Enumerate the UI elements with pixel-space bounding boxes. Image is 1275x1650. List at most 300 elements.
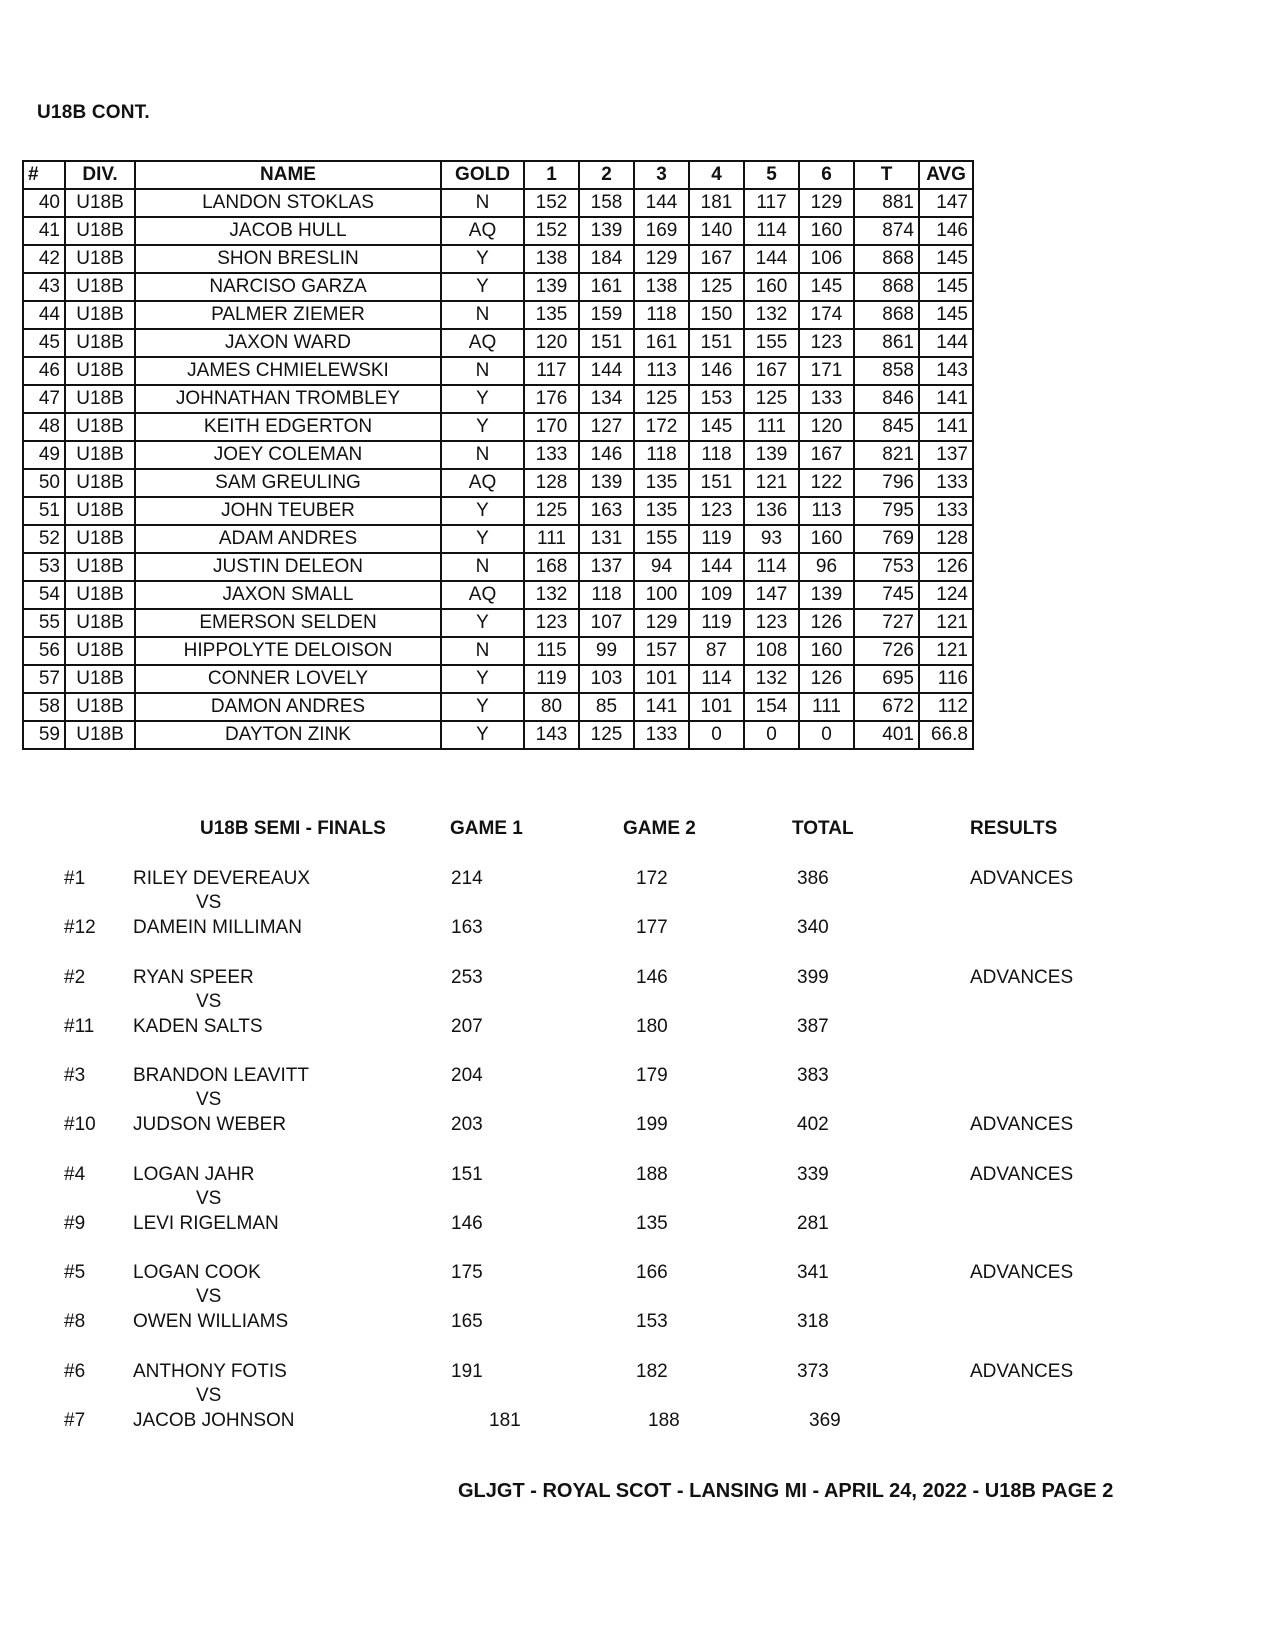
table-cell: 145 (919, 273, 973, 301)
vs-label: VS (196, 1089, 222, 1110)
table-cell: 129 (634, 245, 689, 273)
table-cell: 155 (744, 329, 799, 357)
match-total-score: 386 (797, 868, 829, 889)
table-cell: U18B (65, 385, 135, 413)
match-player-name: BRANDON LEAVITT (133, 1065, 309, 1086)
table-cell: 114 (689, 665, 744, 693)
table-cell: 87 (689, 637, 744, 665)
match-game2-score: 135 (636, 1213, 668, 1234)
table-cell: 144 (634, 189, 689, 217)
table-cell: 128 (919, 525, 973, 553)
table-cell: 109 (689, 581, 744, 609)
column-header: # (23, 161, 65, 189)
match-seed: #5 (64, 1262, 86, 1283)
match-game2-score: 153 (636, 1311, 668, 1332)
match-game2-score: 177 (636, 917, 668, 938)
table-cell: AQ (441, 217, 524, 245)
table-cell: Y (441, 413, 524, 441)
table-cell: 143 (919, 357, 973, 385)
table-cell: 167 (799, 441, 854, 469)
table-cell: JAXON WARD (135, 329, 441, 357)
table-cell: JAMES CHMIELEWSKI (135, 357, 441, 385)
column-header: T (854, 161, 919, 189)
table-cell: 141 (634, 693, 689, 721)
table-row (23, 721, 973, 749)
match-total-score: 387 (797, 1016, 829, 1037)
table-cell: 152 (524, 217, 579, 245)
results-header: RESULTS (970, 818, 1058, 839)
table-cell: U18B (65, 525, 135, 553)
table-cell: AQ (441, 581, 524, 609)
table-cell: 184 (579, 245, 634, 273)
table-cell: 118 (689, 441, 744, 469)
match-player-name: ANTHONY FOTIS (133, 1361, 287, 1382)
table-cell: 125 (579, 721, 634, 749)
table-row (23, 385, 973, 413)
table-cell: 874 (854, 217, 919, 245)
table-cell: 155 (634, 525, 689, 553)
table-row (23, 609, 973, 637)
match-result: ADVANCES (970, 868, 1074, 889)
table-header-row (23, 161, 973, 189)
table-cell: 172 (634, 413, 689, 441)
match-player-name: LOGAN JAHR (133, 1164, 255, 1185)
match-game1-score: 165 (451, 1311, 483, 1332)
table-cell: 133 (524, 441, 579, 469)
table-cell: 133 (799, 385, 854, 413)
table-cell: EMERSON SELDEN (135, 609, 441, 637)
table-cell: 821 (854, 441, 919, 469)
table-cell: 43 (23, 273, 65, 301)
match-game1-score: 151 (451, 1164, 483, 1185)
table-cell: 136 (744, 497, 799, 525)
table-cell: 769 (854, 525, 919, 553)
table-cell: 158 (579, 189, 634, 217)
table-body (23, 189, 973, 749)
match-result: ADVANCES (970, 1164, 1074, 1185)
table-row (23, 693, 973, 721)
table-cell: JACOB HULL (135, 217, 441, 245)
table-cell: 868 (854, 301, 919, 329)
vs-label: VS (196, 991, 222, 1012)
table-cell: JOEY COLEMAN (135, 441, 441, 469)
table-cell: 138 (524, 245, 579, 273)
match-game2-score: 182 (636, 1361, 668, 1382)
table-cell: 125 (634, 385, 689, 413)
table-cell: JUSTIN DELEON (135, 553, 441, 581)
table-cell: 123 (799, 329, 854, 357)
table-cell: 139 (524, 273, 579, 301)
table-cell: 181 (689, 189, 744, 217)
table-cell: SHON BRESLIN (135, 245, 441, 273)
table-cell: 101 (634, 665, 689, 693)
table-cell: 108 (744, 637, 799, 665)
table-cell: 147 (744, 581, 799, 609)
table-cell: Y (441, 609, 524, 637)
match-total-score: 383 (797, 1065, 829, 1086)
table-cell: 107 (579, 609, 634, 637)
table-cell: 133 (919, 497, 973, 525)
table-cell: 144 (689, 553, 744, 581)
table-cell: 144 (744, 245, 799, 273)
table-cell: 111 (799, 693, 854, 721)
vs-label: VS (196, 1188, 222, 1209)
table-cell: AQ (441, 469, 524, 497)
table-cell: U18B (65, 217, 135, 245)
table-cell: 46 (23, 357, 65, 385)
column-header: 3 (634, 161, 689, 189)
table-cell: Y (441, 665, 524, 693)
match-game2-score: 172 (636, 868, 668, 889)
table-cell: 132 (744, 301, 799, 329)
match-seed: #6 (64, 1361, 86, 1382)
match-game2-score: 199 (636, 1114, 668, 1135)
table-cell: 135 (634, 469, 689, 497)
table-cell: 145 (919, 301, 973, 329)
table-cell: 132 (744, 665, 799, 693)
table-cell: 48 (23, 413, 65, 441)
table-cell: 54 (23, 581, 65, 609)
game1-header: GAME 1 (450, 818, 523, 839)
match-seed: #11 (64, 1016, 95, 1037)
table-cell: 868 (854, 273, 919, 301)
table-cell: 51 (23, 497, 65, 525)
match-player-name: JUDSON WEBER (133, 1114, 287, 1135)
match-game1-score: 203 (451, 1114, 483, 1135)
table-cell: U18B (65, 189, 135, 217)
table-cell: 138 (634, 273, 689, 301)
table-cell: 129 (634, 609, 689, 637)
table-row (23, 189, 973, 217)
table-cell: 122 (799, 469, 854, 497)
table-cell: PALMER ZIEMER (135, 301, 441, 329)
table-row (23, 553, 973, 581)
table-cell: 115 (524, 637, 579, 665)
match-total-score: 340 (797, 917, 829, 938)
table-cell: 153 (689, 385, 744, 413)
match-seed: #7 (64, 1410, 86, 1431)
match-seed: #12 (64, 917, 96, 938)
table-row (23, 357, 973, 385)
column-header: 6 (799, 161, 854, 189)
table-cell: 113 (634, 357, 689, 385)
table-cell: 113 (799, 497, 854, 525)
table-cell: 672 (854, 693, 919, 721)
table-cell: 868 (854, 245, 919, 273)
table-cell: U18B (65, 693, 135, 721)
table-cell: 169 (634, 217, 689, 245)
table-cell: 727 (854, 609, 919, 637)
table-cell: 146 (919, 217, 973, 245)
table-cell: CONNER LOVELY (135, 665, 441, 693)
match-game1-score: 204 (451, 1065, 483, 1086)
match-player-name: DAMEIN MILLIMAN (133, 917, 302, 938)
match-result: ADVANCES (970, 1114, 1074, 1135)
table-cell: Y (441, 245, 524, 273)
table-cell: 116 (919, 665, 973, 693)
table-cell: Y (441, 721, 524, 749)
match-result: ADVANCES (970, 1262, 1074, 1283)
table-cell: 0 (799, 721, 854, 749)
table-cell: DAMON ANDRES (135, 693, 441, 721)
table-cell: 161 (579, 273, 634, 301)
table-cell: Y (441, 525, 524, 553)
table-cell: 135 (634, 497, 689, 525)
match-total-score: 399 (797, 967, 829, 988)
table-cell: 119 (689, 609, 744, 637)
table-row (23, 469, 973, 497)
match-result: ADVANCES (970, 1361, 1074, 1382)
match-player-name: RYAN SPEER (133, 967, 254, 988)
table-cell: 137 (579, 553, 634, 581)
table-cell: 133 (634, 721, 689, 749)
column-header: 5 (744, 161, 799, 189)
table-cell: 161 (634, 329, 689, 357)
column-header: 1 (524, 161, 579, 189)
table-cell: U18B (65, 301, 135, 329)
table-cell: 42 (23, 245, 65, 273)
table-cell: 160 (799, 525, 854, 553)
match-total-score: 318 (797, 1311, 829, 1332)
table-cell: 796 (854, 469, 919, 497)
vs-label: VS (196, 892, 222, 913)
table-cell: Y (441, 693, 524, 721)
table-cell: KEITH EDGERTON (135, 413, 441, 441)
table-cell: U18B (65, 553, 135, 581)
table-cell: 861 (854, 329, 919, 357)
table-cell: U18B (65, 469, 135, 497)
table-cell: 141 (919, 413, 973, 441)
table-cell: 160 (799, 637, 854, 665)
table-row (23, 525, 973, 553)
table-cell: N (441, 553, 524, 581)
table-row (23, 329, 973, 357)
table-cell: U18B (65, 413, 135, 441)
table-cell: 120 (799, 413, 854, 441)
table-cell: 117 (524, 357, 579, 385)
table-cell: 170 (524, 413, 579, 441)
table-row (23, 273, 973, 301)
table-cell: 123 (524, 609, 579, 637)
table-cell: N (441, 637, 524, 665)
match-player-name: KADEN SALTS (133, 1016, 263, 1037)
table-row (23, 245, 973, 273)
table-cell: 144 (919, 329, 973, 357)
table-cell: 695 (854, 665, 919, 693)
table-cell: 140 (689, 217, 744, 245)
column-header: AVG (919, 161, 973, 189)
table-cell: 111 (744, 413, 799, 441)
table-cell: 137 (919, 441, 973, 469)
scores-table (22, 160, 974, 750)
table-cell: 118 (634, 441, 689, 469)
table-cell: N (441, 189, 524, 217)
match-player-name: OWEN WILLIAMS (133, 1311, 289, 1332)
table-cell: U18B (65, 273, 135, 301)
table-cell: 99 (579, 637, 634, 665)
table-cell: 101 (689, 693, 744, 721)
table-cell: 145 (689, 413, 744, 441)
table-cell: N (441, 441, 524, 469)
match-game1-score: 191 (451, 1361, 483, 1382)
table-cell: 114 (744, 553, 799, 581)
table-cell: 845 (854, 413, 919, 441)
table-cell: 143 (524, 721, 579, 749)
table-cell: 117 (744, 189, 799, 217)
match-game1-score: 163 (451, 917, 483, 938)
column-header: 4 (689, 161, 744, 189)
match-game2-score: 179 (636, 1065, 668, 1086)
table-cell: 858 (854, 357, 919, 385)
table-cell: 125 (524, 497, 579, 525)
semis-title: U18B SEMI - FINALS (200, 818, 386, 839)
match-total-score: 402 (797, 1114, 829, 1135)
table-row (23, 217, 973, 245)
match-game2-score: 188 (648, 1410, 680, 1431)
table-row (23, 301, 973, 329)
table-cell: 119 (689, 525, 744, 553)
table-cell: 881 (854, 189, 919, 217)
table-cell: 125 (744, 385, 799, 413)
match-player-name: RILEY DEVEREAUX (133, 868, 311, 889)
match-game1-score: 253 (451, 967, 483, 988)
table-cell: 133 (919, 469, 973, 497)
table-cell: 139 (799, 581, 854, 609)
table-cell: 52 (23, 525, 65, 553)
table-cell: 163 (579, 497, 634, 525)
match-seed: #4 (64, 1164, 86, 1185)
table-cell: U18B (65, 581, 135, 609)
match-game2-score: 180 (636, 1016, 668, 1037)
table-cell: 139 (579, 217, 634, 245)
table-cell: DAYTON ZINK (135, 721, 441, 749)
table-cell: 159 (579, 301, 634, 329)
table-cell: 131 (579, 525, 634, 553)
match-total-score: 341 (797, 1262, 829, 1283)
table-cell: N (441, 301, 524, 329)
table-cell: N (441, 357, 524, 385)
table-row (23, 665, 973, 693)
match-game2-score: 166 (636, 1262, 668, 1283)
match-player-name: JACOB JOHNSON (133, 1410, 295, 1431)
column-header: DIV. (65, 161, 135, 189)
table-cell: HIPPOLYTE DELOISON (135, 637, 441, 665)
section-heading: U18B CONT. (37, 102, 150, 123)
table-cell: 160 (799, 217, 854, 245)
match-game2-score: 146 (636, 967, 668, 988)
match-game1-score: 214 (451, 868, 483, 889)
match-total-score: 369 (809, 1410, 841, 1431)
table-cell: 139 (744, 441, 799, 469)
table-cell: 66.8 (919, 721, 973, 749)
table-cell: U18B (65, 665, 135, 693)
table-cell: SAM GREULING (135, 469, 441, 497)
table-cell: 146 (689, 357, 744, 385)
table-cell: NARCISO GARZA (135, 273, 441, 301)
table-cell: 80 (524, 693, 579, 721)
table-cell: U18B (65, 441, 135, 469)
table-cell: JOHNATHAN TROMBLEY (135, 385, 441, 413)
table-cell: 157 (634, 637, 689, 665)
table-cell: 150 (689, 301, 744, 329)
table-cell: 0 (689, 721, 744, 749)
page-footer: GLJGT - ROYAL SCOT - LANSING MI - APRIL 24, 2022 - U18B PAGE 2 (458, 1480, 1114, 1502)
column-header: GOLD (441, 161, 524, 189)
table-cell: 111 (524, 525, 579, 553)
total-header: TOTAL (792, 818, 854, 839)
vs-label: VS (196, 1385, 222, 1406)
table-row (23, 497, 973, 525)
match-game1-score: 175 (451, 1262, 483, 1283)
table-cell: 44 (23, 301, 65, 329)
table-cell: 154 (744, 693, 799, 721)
match-seed: #10 (64, 1114, 96, 1135)
table-cell: 139 (579, 469, 634, 497)
table-cell: 45 (23, 329, 65, 357)
match-result: ADVANCES (970, 967, 1074, 988)
game2-header: GAME 2 (623, 818, 696, 839)
table-cell: 93 (744, 525, 799, 553)
table-cell: U18B (65, 497, 135, 525)
table-row (23, 637, 973, 665)
table-row (23, 581, 973, 609)
table-cell: 745 (854, 581, 919, 609)
table-cell: 129 (799, 189, 854, 217)
match-game1-score: 207 (451, 1016, 483, 1037)
table-cell: 103 (579, 665, 634, 693)
table-cell: 167 (689, 245, 744, 273)
table-cell: 114 (744, 217, 799, 245)
table-cell: JOHN TEUBER (135, 497, 441, 525)
table-row (23, 441, 973, 469)
table-cell: ADAM ANDRES (135, 525, 441, 553)
table-cell: U18B (65, 245, 135, 273)
table-cell: 126 (799, 665, 854, 693)
match-seed: #2 (64, 967, 86, 988)
column-header: 2 (579, 161, 634, 189)
table-cell: 132 (524, 581, 579, 609)
table-cell: 112 (919, 693, 973, 721)
table-cell: 55 (23, 609, 65, 637)
table-cell: 85 (579, 693, 634, 721)
table-cell: 160 (744, 273, 799, 301)
table-cell: 141 (919, 385, 973, 413)
table-cell: 127 (579, 413, 634, 441)
match-game2-score: 188 (636, 1164, 668, 1185)
table-cell: 126 (799, 609, 854, 637)
match-total-score: 373 (797, 1361, 829, 1382)
table-cell: 0 (744, 721, 799, 749)
table-cell: 125 (689, 273, 744, 301)
table-cell: 171 (799, 357, 854, 385)
table-cell: U18B (65, 357, 135, 385)
table-cell: 53 (23, 553, 65, 581)
table-cell: 59 (23, 721, 65, 749)
table-cell: 135 (524, 301, 579, 329)
table-row (23, 413, 973, 441)
table-cell: 124 (919, 581, 973, 609)
table-cell: U18B (65, 329, 135, 357)
table-cell: 106 (799, 245, 854, 273)
table-cell: 49 (23, 441, 65, 469)
table-cell: 151 (689, 469, 744, 497)
table-cell: 795 (854, 497, 919, 525)
table-cell: 134 (579, 385, 634, 413)
match-seed: #1 (64, 868, 86, 889)
table-cell: 56 (23, 637, 65, 665)
table-cell: 100 (634, 581, 689, 609)
table-cell: 47 (23, 385, 65, 413)
